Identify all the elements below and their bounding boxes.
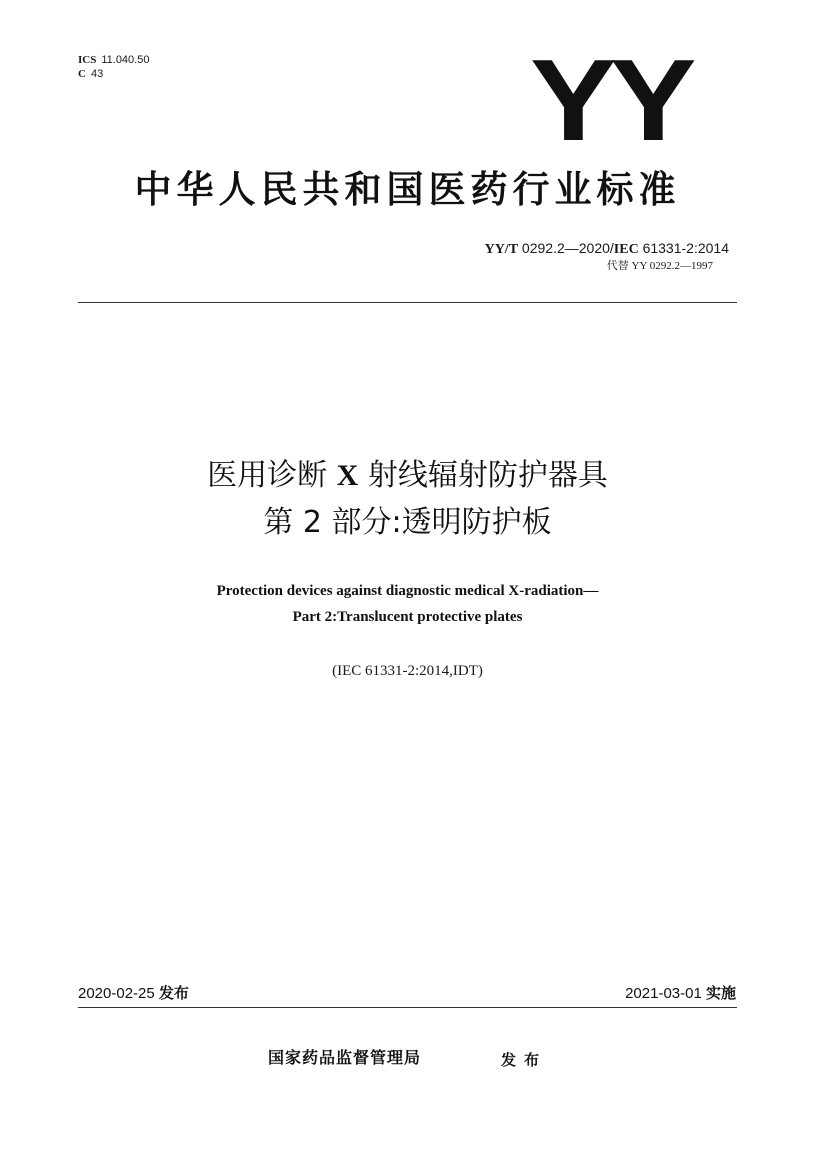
standard-prefix: YY/T xyxy=(484,242,519,257)
top-divider xyxy=(78,302,737,303)
ccs-line xyxy=(78,67,149,81)
publish-date-block xyxy=(78,984,189,1003)
ccs-code: 43 xyxy=(90,68,104,80)
ccs-label: C xyxy=(78,68,86,80)
publish-date: 2020-02-25 xyxy=(78,985,155,1002)
issued-label: 发布 xyxy=(501,1051,548,1069)
publish-label: 发布 xyxy=(158,984,189,1002)
english-title-line1: Protection devices against diagnostic medical X-radiation— xyxy=(216,583,599,599)
classification-codes xyxy=(78,53,149,81)
chinese-title xyxy=(0,452,815,546)
organization-title: 中华人民共和国医药行业标准 xyxy=(134,168,681,211)
english-title xyxy=(0,578,815,630)
chinese-title-line1 xyxy=(0,452,815,499)
implement-label: 实施 xyxy=(705,984,736,1002)
bottom-divider xyxy=(78,1007,737,1008)
ics-label: ICS xyxy=(78,54,97,66)
implement-date-block xyxy=(625,984,736,1003)
replaces-note: 代替 YY 0292.2—1997 xyxy=(606,260,713,272)
chinese-title-line2: 第 2 部分:透明防护板 xyxy=(263,505,552,540)
ics-code: 11.040.50 xyxy=(101,54,150,66)
standard-number xyxy=(485,240,729,258)
standard-number-value: 0292.2—2020/ xyxy=(518,240,614,256)
implement-date: 2021-03-01 xyxy=(625,985,702,1002)
english-title-line2: Part 2:Translucent protective plates xyxy=(292,609,523,625)
chinese-title-line1-part2: 射线辐射防护器具 xyxy=(358,458,608,493)
iec-number: 61331-2:2014 xyxy=(638,240,729,256)
chinese-title-x: X xyxy=(336,459,359,492)
ics-line xyxy=(78,53,149,67)
issuing-authority: 国家药品监督管理局 xyxy=(268,1048,422,1067)
iec-prefix: IEC xyxy=(613,242,639,257)
equivalence-note: (IEC 61331-2:2014,IDT) xyxy=(332,663,483,679)
yy-logo: YY xyxy=(530,35,690,165)
chinese-title-line1-part1: 医用诊断 xyxy=(207,458,337,493)
